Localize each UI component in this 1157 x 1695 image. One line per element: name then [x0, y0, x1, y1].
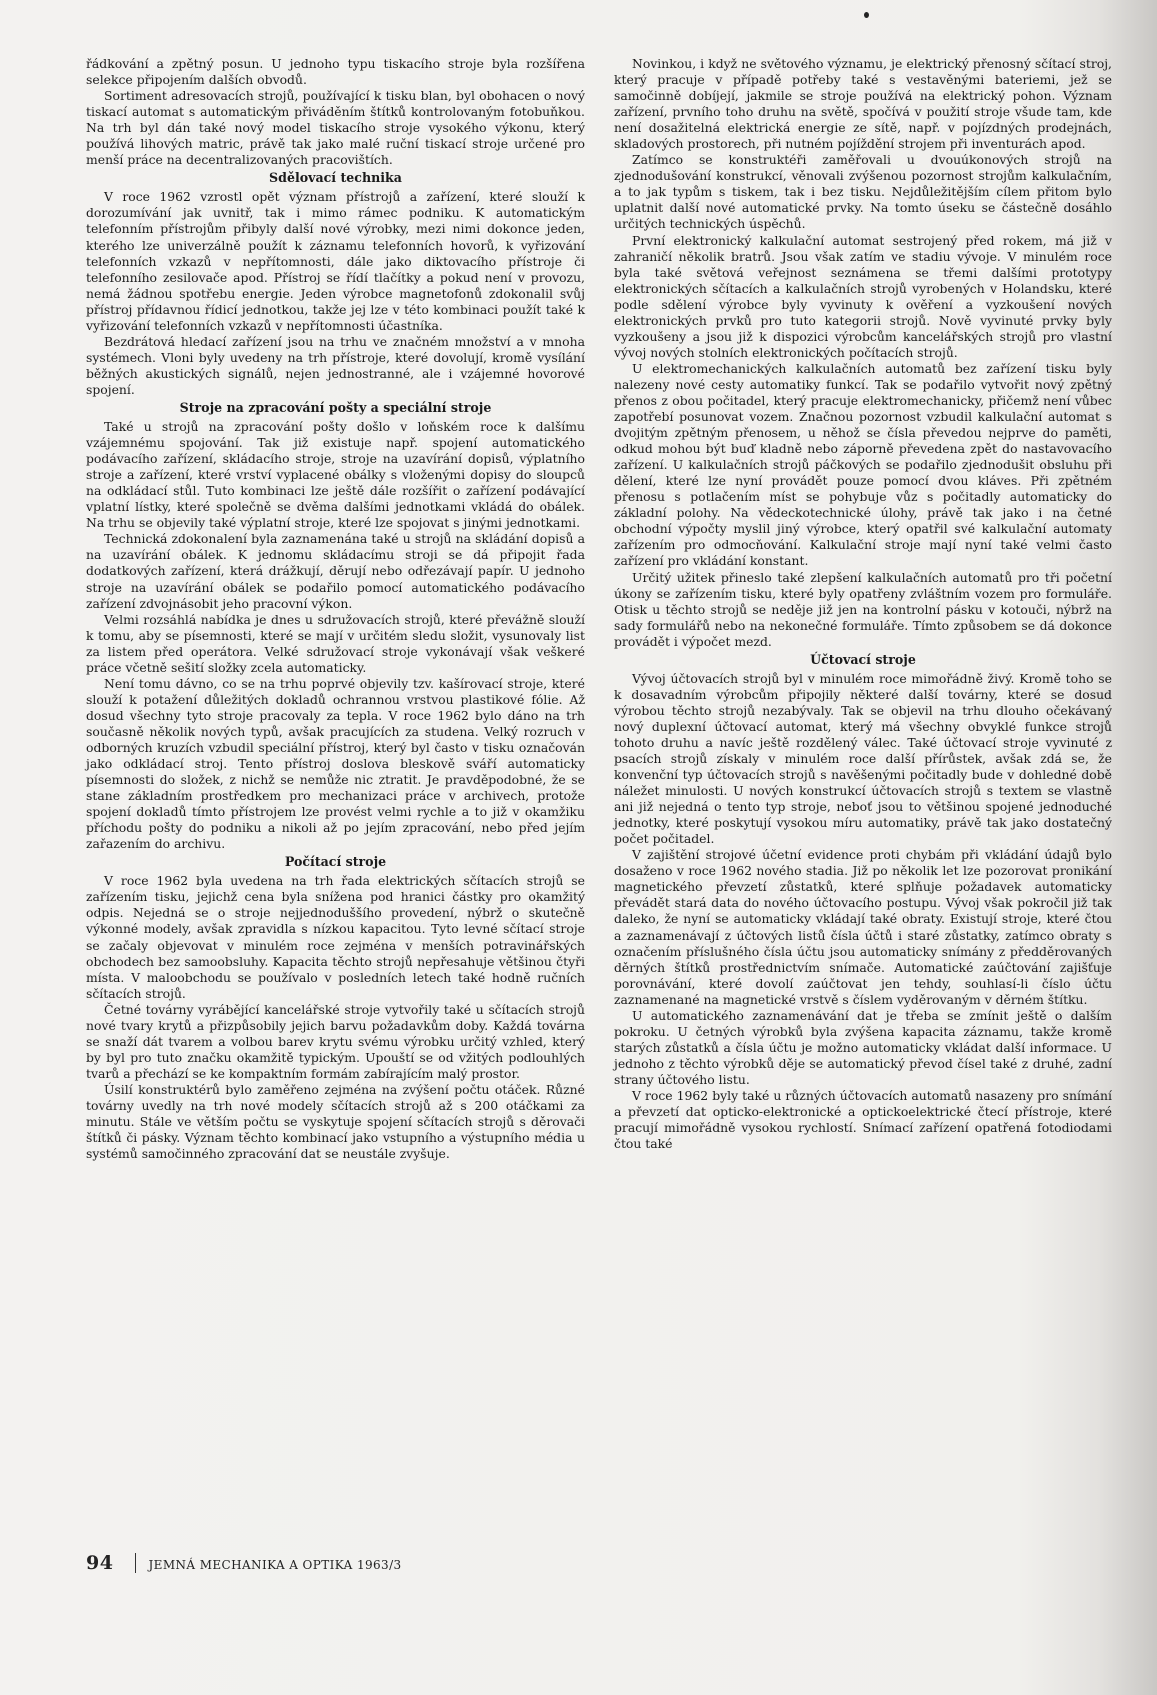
- journal-title: JEMNÁ MECHANIKA A OPTIKA 1963/3: [148, 1558, 402, 1572]
- paragraph: První elektronický kalkulační automat sestrojený před rokem, má již v zahraničí několik bratrů. Jsou však zatím ve stadiu vývoje. V minulém roce byla také světová veřejnost seznámena se třemi dalšími prototypy elektronických sčítacích a kalkulačních strojů vyrobených v Holandsku, které podle sdělení výrobce byly vyvinuty k ověření a vyzkoušení nových elektronických prvků pro tuto kategorii strojů. Nově vyvinuté prvky byly vyzkoušeny a jsou již k dispozici výrobcům kancelářských strojů pro vlastní vývoj nových stolních elektronických počítacích strojů.: [614, 232, 1112, 360]
- paragraph: řádkování a zpětný posun. U jednoho typu tiskacího stroje byla rozšířena selekce připojením dalších obvodů.: [86, 56, 585, 88]
- paragraph: Určitý užitek přineslo také zlepšení kalkulačních automatů pro tři početní úkony se zařízením tisku, které byly opatřeny zvláštním vozem pro formuláře. Otisk u těchto strojů se neděje již jen na kontrolní pásku v kotouči, nýbrž na sady formulářů nebo na nekonečné formuláře. Tímto způsobem se dá dokonce provádět i výpočet mezd.: [614, 569, 1112, 649]
- section-heading-posta: Stroje na zpracování pošty a speciální stroje: [179, 399, 492, 415]
- paragraph: Velmi rozsáhlá nabídka je dnes u sdružovacích strojů, které převážně slouží k tomu, aby se písemnosti, které se mají v určitém sledu složit, vysunovaly list za listem před operátora. Velké sdružovací stroje vykonávají však veškeré práce včetně sešití složky zcela automaticky.: [86, 611, 585, 675]
- paragraph: V zajištění strojové účetní evidence proti chybám při vkládání údajů bylo dosaženo v roce 1962 nového stadia. Již po několik let lze pozorovat pronikání magnetického převzetí zůstatků, které splňuje požadavek automaticky převádět stará data do nového účtovacího postupu. Vývoj však pokročil již tak daleko, že nyní se automaticky vkládají také obraty. Existují stroje, které čtou a zaznamenávají z účtových listů čísla účtů i staré zůstatky, zatímco obraty s označením příslušného čísla účtu jsou automaticky snímány z předděrovaných děrných štítků prostřednictvím snímače. Automatické zaúčtování zajišťuje porovnávání, které dovolí zaúčtovat jen tehdy, souhlasí-li číslo účtu zaznamenané na magnetické vrstvě s číslem vyděrovaným v děrném štítku.: [614, 847, 1112, 1007]
- section-heading-pocitaci: Počítací stroje: [284, 854, 387, 870]
- paragraph: Sortiment adresovacích strojů, používající k tisku blan, byl obohacen o nový tiskací automat s automatickým přiváděním štítků kontrolovaným fotobuňkou. Na trh byl dán také nový model tiskacího stroje vysokého výkonu, který používá lihových matric, právě tak jako malé ruční tiskací stroje určené pro menší práce na decentralizovaných pracovištích.: [86, 88, 585, 168]
- paragraph: Není tomu dávno, co se na trhu poprvé objevily tzv. kašírovací stroje, které slouží k potažení důležitých dokladů ochrannou vrstvou plastikové fólie. Až dosud všechny tyto stroje pracovaly za tepla. V roce 1962 bylo dáno na trh současně několik nových typů, avšak pracujících za studena. Velký rozruch v odborných kruzích vzbudil speciální přístroj, který byl často v tisku označován jako odkládací stroj. Tento přístroj doslova bleskově sváří automaticky písemnosti do složek, z nichž se nemůže nic ztratit. Je pravděpodobné, že se stane základním prostředkem pro mechanizaci práce v archivech, protože spojení dokladů tímto přístrojem lze provést velmi rychle a to již v okamžiku příchodu pošty do podniku a nikoli až po jejím zpracování, nebo před jejím zařazením do archivu.: [86, 675, 585, 852]
- paragraph: Novinkou, i když ne světového významu, je elektrický přenosný sčítací stroj, který pracuje v případě potřeby také s vestavěnými bateriemi, jež se samočinně dobíjejí, jakmile se stroje používá na elektrický pohon. Význam zařízení, prvního toho druhu na světě, spočívá v použití stroje všude tam, kde není dosažitelná elektrická energie ze sítě, např. v pojízdných prodejnách, skladových prostorech, při nutném pojíždění strojem při inventurách apod.: [614, 56, 1112, 152]
- section-heading-uctovaci: Účtovací stroje: [810, 651, 916, 667]
- paragraph: U automatického zaznamenávání dat je třeba se zmínit ještě o dalším pokroku. U četných výrobků byla zvýšena kapacita záznamu, takže kromě starých zůstatků a čísla účtu je možno automaticky vkládat další informace. U jednoho z těchto výrobků děje se automatický převod čísel také z druhé, zadní strany účtového listu.: [614, 1007, 1112, 1087]
- page-number: 94: [86, 1552, 114, 1574]
- left-column: [86, 56, 585, 1162]
- section-heading-sdelovaci: Sdělovací technika: [269, 170, 402, 186]
- page-mark: [864, 12, 869, 18]
- paragraph: Bezdrátová hledací zařízení jsou na trhu ve značném množství a v mnoha systémech. Vloni byly uvedeny na trh přístroje, které dovolují, kromě vysílání běžných akustických signálů, nejen jednostranné, ale i vzájemné hovorové spojení.: [86, 333, 585, 397]
- paragraph: Zatímco se konstruktéři zaměřovali u dvouúkonových strojů na zjednodušování konstrukcí, věnovali zvýšenou pozornost strojům kalkulačním, a to jak typům s tiskem, tak i bez tisku. Nejdůležitějším cílem přitom bylo uplatnit další nové automatické prvky. Na tomto úseku se částečně dosáhlo určitých technických úspěchů.: [614, 152, 1112, 232]
- right-column: [614, 56, 1112, 1152]
- paragraph: Četné továrny vyrábějící kancelářské stroje vytvořily také u sčítacích strojů nové tvary krytů a přizpůsobily jejich barvu požadavkům doby. Každá továrna se snaží dát tvarem a volbou barev krytu svému výrobku určitý vzhled, který by byl pro tuto značku okamžitě typickým. Upouští se od vžitých podlouhlých tvarů a přechází se ke kompaktním formám zabírajícím malý prostor.: [86, 1001, 585, 1081]
- page-footer: [86, 1552, 402, 1574]
- paragraph: Vývoj účtovacích strojů byl v minulém roce mimořádně živý. Kromě toho se k dosavadním výrobcům připojily některé další továrny, které se dosud výrobou těchto strojů nezabývaly. Tak se objevil na trhu dlouho očekávaný nový duplexní účtovací automat, který má všechny obvyklé funkce strojů tohoto druhu a navíc ještě rozdělený válec. Také účtovací stroje vyvinuté z psacích strojů získaly v minulém roce další přírůstek, avšak zdá se, že konvenční typ účtovacích strojů s navěšenými počitadly bude v dohledné době náležet minulosti. U nových konstrukcí účtovacích strojů s textem se vlastně ani již nejedná o tento typ stroje, neboť jsou to většinou spojené jednoduché jednotky, které poskytují vysokou míru automatiky, právě tak jako dostatečný počet počitadel.: [614, 670, 1112, 847]
- paragraph: V roce 1962 byly také u různých účtovacích automatů nasazeny pro snímání a převzetí dat opticko-elektronické a optickoelektrické čtecí přístroje, které pracují mimořádně vysokou rychlostí. Snímací zařízení opatřená fotodiodami čtou také: [614, 1088, 1112, 1152]
- paragraph: Úsilí konstruktérů bylo zaměřeno zejména na zvýšení počtu otáček. Různé továrny uvedly na trh nové modely sčítacích strojů až s 200 otáčkami za minutu. Stále ve větším počtu se vyskytuje spojení sčítacích strojů s děrovači štítků či pásky. Význam těchto kombinací jako vstupního a výstupního média u systémů samočinného zpracování dat se neustále zvyšuje.: [86, 1081, 585, 1162]
- paragraph: U elektromechanických kalkulačních automatů bez zařízení tisku byly nalezeny nové cesty automatiky funkcí. Tak se podařilo vytvořit nový zpětný přenos z obou počitadel, který pracuje elektromechanicky, přičemž není vůbec zapotřebí posunovat vozem. Značnou pozornost vzbudil kalkulační automat s dvojitým zpětným přenosem, u něhož se čísla převedou nejprve do paměti, odkud mohou být buď kladně nebo záporně převedena zpět do nastavovacího zařízení. U kalkulačních strojů páčkových se podařilo zjednodušit obsluhu při dělení, které lze nyní provádět pouze pomocí dvou kláves. Při zpětném přenosu s potlačením míst se pohybuje vůz s počitadly automaticky do základní polohy. Na vědeckotechnické úlohy, právě tak jako i na četné obchodní výpočty myslil jiný výrobce, který opatřil své kalkulační automaty zařízením pro odmocňování. Kalkulační stroje mají nyní také velmi často zařízení pro vkládání konstant.: [614, 360, 1112, 569]
- paragraph: V roce 1962 vzrostl opět význam přístrojů a zařízení, které slouží k dorozumívání jak uvnitř, tak i mimo rámec podniku. K automatickým telefonním přístrojům přibyly další nové výrobky, mezi nimi dokonce jeden, kterého lze univerzálně použít k záznamu telefonních hovorů, k vyřizování telefonních vzkazů v nepřítomnosti, dále jako diktovacího přístroje či telefonního zesilovače apod. Přístroj se řídí tlačítky a pokud není v provozu, nemá žádnou spotřebu energie. Jeden výrobce magnetofonů zdokonalil svůj přístroj přídavnou řídicí jednotkou, takže jej lze v této kombinaci použít také k vyřizování telefonních vzkazů v nepřítomnosti účastníka.: [86, 189, 585, 333]
- paragraph: Také u strojů na zpracování pošty došlo v loňském roce k dalšímu vzájemnému spojování. Tak již existuje např. spojení automatického podávacího zařízení, skládacího stroje, stroje na uzavírání dopisů, výplatního stroje a zařízení, které vrství vyplacené obálky s vloženými dopisy do sloupců na odkládací stůl. Tuto kombinaci lze ještě dále rozšířit o zařízení podávající vplatní lístky, které společně se dvěma dalšími jednotkami vkládá do obálek. Na trhu se objevily také výplatní stroje, které lze spojovat s jinými jednotkami.: [86, 419, 585, 531]
- paragraph: V roce 1962 byla uvedena na trh řada elektrických sčítacích strojů se zařízením tisku, jejichž cena byla snížena pod hranici částky pro okamžitý odpis. Nejedná se o stroje nejjednoduššího provedení, nýbrž o skutečně výkonné modely, avšak zpravidla s nízkou kapacitou. Tyto levné sčítací stroje se začaly objevovat v minulém roce zejména v menších potravinářských obchodech bez samoobsluhy. Kapacita těchto strojů nepřesahuje většinou čtyři místa. V maloobchodu se používalo v posledních letech také hodně ručních sčítacích strojů.: [86, 873, 585, 1001]
- footer-divider: [135, 1553, 136, 1573]
- paragraph: Technická zdokonalení byla zaznamenána také u strojů na skládání dopisů a na uzavírání obálek. K jednomu skládacímu stroji se dá připojit řada dodatkových zařízení, která drážkují, děrují nebo odřezávají papír. U jednoho stroje na uzavírání obálek se podařilo pomocí automatického podávacího zařízení zdvojnásobit jeho pracovní výkon.: [86, 531, 585, 611]
